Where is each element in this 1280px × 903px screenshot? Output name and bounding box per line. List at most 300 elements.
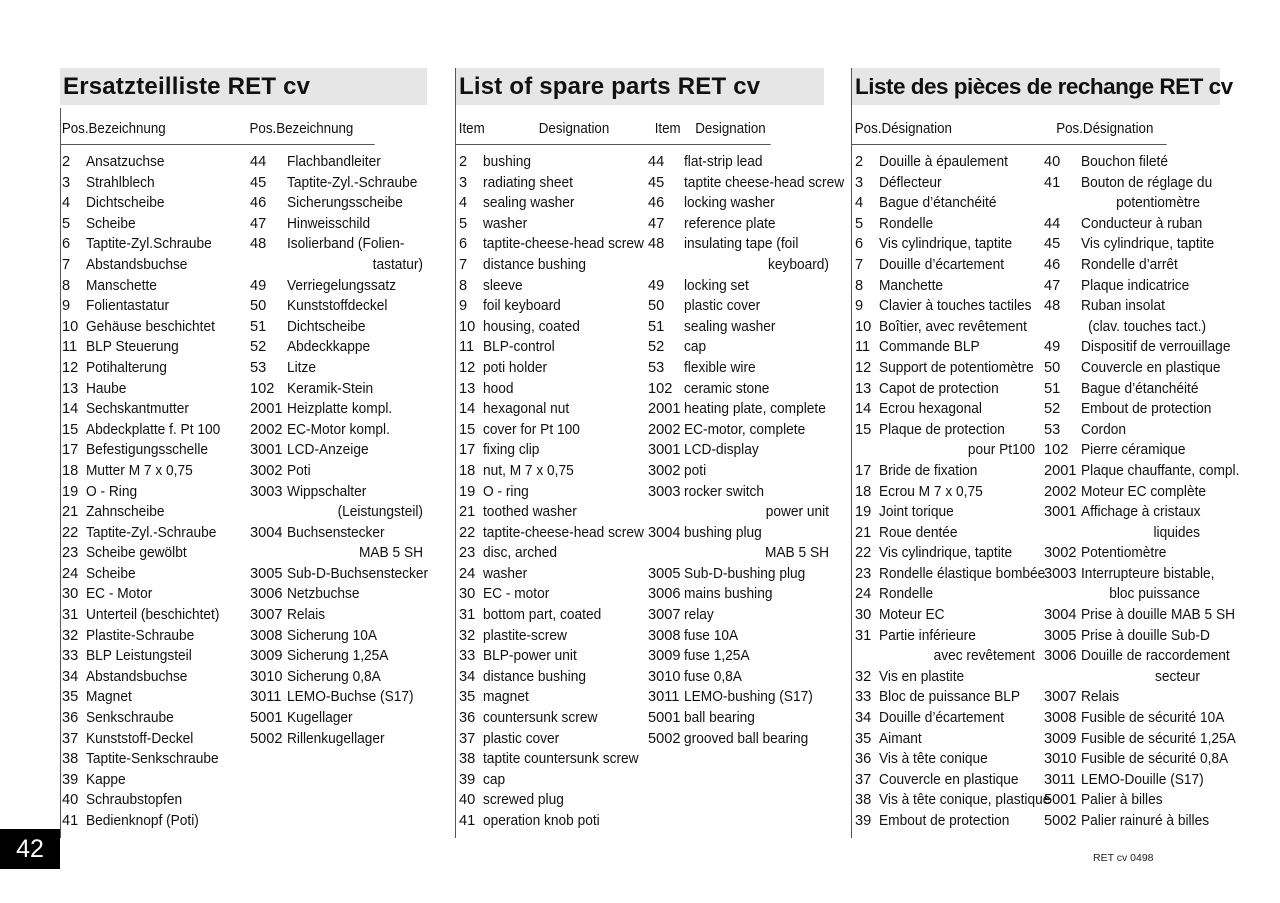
part-number: 46 xyxy=(1044,256,1061,273)
part-designation: Sicherung 1,25A xyxy=(287,648,389,665)
part-designation: Abdeckkappe xyxy=(287,339,371,356)
part-designation: Plaque indicatrice xyxy=(1081,277,1190,294)
parts-row xyxy=(60,214,427,235)
part-designation-continued: liquides xyxy=(1153,524,1200,541)
part-designation: Bague d’étanchéité xyxy=(1081,380,1199,397)
part-number: 5001 xyxy=(250,710,283,727)
part-designation: radiating sheet xyxy=(483,174,574,191)
part-number: 31 xyxy=(855,627,872,644)
part-designation-continued: power unit xyxy=(765,504,829,521)
part-designation: LEMO-Buchse (S17) xyxy=(287,689,414,706)
part-designation: cover for Pt 100 xyxy=(483,421,580,438)
part-number: 10 xyxy=(459,318,476,335)
parts-row xyxy=(456,276,824,297)
part-number: 3007 xyxy=(250,607,283,624)
part-designation: Clavier à touches tactiles xyxy=(879,298,1032,315)
part-number: 23 xyxy=(855,565,872,582)
part-number: 39 xyxy=(459,771,476,788)
parts-row xyxy=(60,502,427,523)
part-designation: fuse 1,25A xyxy=(684,648,750,665)
parts-row xyxy=(852,399,1220,420)
part-number: 3005 xyxy=(1044,627,1077,644)
parts-row xyxy=(60,255,427,276)
part-designation: Plastite-Schraube xyxy=(86,627,195,644)
part-number: 102 xyxy=(250,380,275,397)
part-number: 39 xyxy=(855,813,872,829)
part-designation: plastite-screw xyxy=(483,627,567,644)
part-number: 15 xyxy=(62,421,79,438)
part-designation: Couvercle en plastique xyxy=(879,771,1019,788)
part-designation: Fusible de sécurité 0,8A xyxy=(1081,751,1229,768)
part-number: 52 xyxy=(648,339,665,356)
part-number: 49 xyxy=(250,277,267,294)
part-number: 19 xyxy=(855,504,872,521)
parts-row xyxy=(852,255,1220,276)
part-number: 50 xyxy=(648,298,665,315)
parts-row xyxy=(60,358,427,379)
part-designation: Palier rainuré à billes xyxy=(1081,813,1210,829)
part-number: 21 xyxy=(855,524,872,541)
part-number: 3010 xyxy=(648,668,681,685)
part-designation: nut, M 7 x 0,75 xyxy=(483,462,574,479)
part-number: 47 xyxy=(648,215,665,232)
part-number: 18 xyxy=(62,462,79,479)
parts-row xyxy=(852,646,1230,667)
part-number: 3003 xyxy=(1044,565,1077,582)
header-pos-designation-right: Pos.Bezeichnung xyxy=(249,121,354,137)
part-number: 52 xyxy=(250,339,267,356)
parts-row xyxy=(60,749,427,770)
part-designation: Haube xyxy=(86,380,127,397)
part-designation: Befestigungsschelle xyxy=(86,442,209,459)
part-number: 14 xyxy=(62,401,79,418)
part-designation: Rillenkugellager xyxy=(287,730,385,747)
parts-row xyxy=(456,564,824,585)
part-designation: Plaque chauffante, compl. xyxy=(1081,462,1240,479)
french-title: Liste des pièces de rechange RET cv xyxy=(852,68,1220,105)
part-number: 53 xyxy=(1044,421,1061,438)
part-number: 3001 xyxy=(648,442,681,459)
part-designation: Commande BLP xyxy=(879,339,980,356)
part-designation-continued: avec revêtement xyxy=(933,648,1035,665)
part-number: 48 xyxy=(1044,298,1061,315)
part-designation: countersunk screw xyxy=(483,710,598,727)
part-number: 46 xyxy=(648,195,665,212)
part-designation: O - Ring xyxy=(86,483,138,500)
parts-row xyxy=(456,790,824,811)
parts-row xyxy=(456,708,824,729)
part-number: 18 xyxy=(855,483,872,500)
page-number: 42 xyxy=(0,829,60,869)
part-designation: Kappe xyxy=(86,771,126,788)
part-number: 31 xyxy=(459,607,476,624)
parts-row xyxy=(456,152,824,173)
part-number: 14 xyxy=(459,401,476,418)
part-number: 17 xyxy=(459,442,476,459)
parts-row xyxy=(456,523,824,544)
parts-row xyxy=(456,461,824,482)
parts-row xyxy=(852,317,1220,338)
part-number: 4 xyxy=(459,195,468,212)
part-number: 3008 xyxy=(648,627,681,644)
part-number: 13 xyxy=(459,380,476,397)
part-number: 3007 xyxy=(648,607,681,624)
part-designation: locking washer xyxy=(684,195,775,212)
parts-row xyxy=(852,770,1220,791)
part-number: 37 xyxy=(855,771,872,788)
parts-row xyxy=(456,440,824,461)
part-designation: Keramik-Stein xyxy=(287,380,374,397)
part-designation-continued: (Leistungsteil) xyxy=(337,504,423,521)
parts-row xyxy=(456,687,824,708)
parts-row xyxy=(852,173,1220,194)
part-designation-continued: potentiomètre xyxy=(1116,195,1200,212)
part-number: 23 xyxy=(459,545,476,562)
part-designation: Moteur EC xyxy=(879,607,945,624)
part-number: 2002 xyxy=(1044,483,1077,500)
part-designation: taptite countersunk screw xyxy=(483,751,639,768)
part-number: 3011 xyxy=(250,689,282,706)
parts-row xyxy=(60,605,427,626)
part-number: 36 xyxy=(459,710,476,727)
parts-row xyxy=(60,564,427,585)
part-number: 7 xyxy=(62,256,71,273)
part-number: 5002 xyxy=(250,730,283,747)
part-designation: Netzbuchse xyxy=(287,586,360,603)
part-number: 8 xyxy=(459,277,468,294)
part-number: 46 xyxy=(250,195,267,212)
parts-row xyxy=(852,420,1220,441)
parts-row xyxy=(60,708,427,729)
part-designation: bottom part, coated xyxy=(483,607,602,624)
parts-row xyxy=(60,729,427,750)
part-number: 53 xyxy=(250,359,267,376)
part-designation: LCD-Anzeige xyxy=(287,442,369,459)
part-number: 23 xyxy=(62,545,79,562)
parts-row xyxy=(456,646,824,667)
part-number: 3003 xyxy=(648,483,681,500)
part-number: 50 xyxy=(1044,359,1061,376)
part-number: 30 xyxy=(62,586,79,603)
parts-row xyxy=(852,502,1220,523)
part-designation: Palier à billes xyxy=(1081,792,1163,809)
parts-row xyxy=(456,749,824,770)
parts-row xyxy=(852,440,1220,461)
part-designation: plastic cover xyxy=(684,298,761,315)
part-number: 3005 xyxy=(648,565,681,582)
part-designation: Relais xyxy=(1081,689,1120,706)
part-number: 3 xyxy=(855,174,864,191)
part-number: 7 xyxy=(855,256,864,273)
part-number: 3009 xyxy=(1044,730,1077,747)
parts-row xyxy=(852,626,1220,647)
english-title: List of spare parts RET cv xyxy=(456,68,824,105)
part-designation: Relais xyxy=(287,607,326,624)
german-parts-list xyxy=(60,152,427,832)
part-designation: rocker switch xyxy=(684,483,765,500)
part-number: 3004 xyxy=(648,524,681,541)
part-number: 32 xyxy=(459,627,476,644)
part-number: 34 xyxy=(855,710,872,727)
part-designation: heating plate, complete xyxy=(684,401,826,418)
parts-row xyxy=(456,626,824,647)
part-designation: Abstandsbuchse xyxy=(86,668,188,685)
parts-row xyxy=(852,358,1220,379)
part-number: 8 xyxy=(855,277,864,294)
part-number: 3 xyxy=(62,174,71,191)
part-designation: Litze xyxy=(287,359,316,376)
part-number: 35 xyxy=(62,689,79,706)
english-parts-list xyxy=(456,152,845,832)
part-number: 5 xyxy=(459,215,468,232)
part-designation: Sechskantmutter xyxy=(86,401,189,418)
part-number: 39 xyxy=(62,771,79,788)
part-number: 3 xyxy=(459,174,468,191)
part-number: 2001 xyxy=(648,401,681,418)
part-designation: Moteur EC complète xyxy=(1081,483,1207,500)
part-number: 32 xyxy=(62,627,79,644)
part-designation: Scheibe xyxy=(86,565,136,582)
part-designation: Couvercle en plastique xyxy=(1081,359,1221,376)
parts-row xyxy=(456,770,824,791)
part-number: 37 xyxy=(459,730,476,747)
part-number: 40 xyxy=(62,792,79,809)
part-number: 48 xyxy=(250,236,267,253)
part-number: 19 xyxy=(459,483,476,500)
parts-row xyxy=(852,687,1220,708)
part-designation: Capot de protection xyxy=(879,380,999,397)
parts-row xyxy=(852,461,1240,482)
parts-row xyxy=(852,482,1220,503)
part-number: 35 xyxy=(459,689,476,706)
part-number: 3009 xyxy=(250,648,283,665)
part-number: 9 xyxy=(62,298,71,315)
part-number: 35 xyxy=(855,730,872,747)
part-number: 5002 xyxy=(1044,813,1077,829)
part-number: 17 xyxy=(855,462,872,479)
part-designation: BLP Leistungsteil xyxy=(86,648,192,665)
part-number: 22 xyxy=(855,545,872,562)
part-designation: Embout de protection xyxy=(879,813,1010,829)
part-number: 41 xyxy=(1044,174,1061,191)
part-designation: sealing washer xyxy=(684,318,776,335)
parts-row xyxy=(456,605,824,626)
part-number: 33 xyxy=(62,648,79,665)
part-number: 102 xyxy=(648,380,673,397)
part-number: 3008 xyxy=(250,627,283,644)
part-designation: Bague d’étanchéité xyxy=(879,195,997,212)
part-number: 3006 xyxy=(250,586,283,603)
parts-row xyxy=(852,564,1220,585)
part-designation: Bloc de puissance BLP xyxy=(879,689,1021,706)
parts-row xyxy=(852,296,1220,317)
part-designation: grooved ball bearing xyxy=(684,730,809,747)
parts-row xyxy=(456,729,824,750)
parts-row xyxy=(852,790,1220,811)
part-number: 32 xyxy=(855,668,872,685)
parts-row xyxy=(60,543,427,564)
part-number: 48 xyxy=(648,236,665,253)
parts-row xyxy=(852,708,1225,729)
parts-row xyxy=(852,667,1220,688)
parts-row xyxy=(60,234,427,255)
part-number: 4 xyxy=(855,195,864,212)
part-designation-continued: secteur xyxy=(1155,668,1200,685)
part-number: 52 xyxy=(1044,401,1061,418)
part-number: 5 xyxy=(855,215,864,232)
part-designation: housing, coated xyxy=(483,318,580,335)
part-designation: taptite cheese-head screw xyxy=(684,174,845,191)
part-designation: Abdeckplatte f. Pt 100 xyxy=(86,421,221,438)
german-title: Ersatzteilliste RET cv xyxy=(60,68,427,105)
part-number: 3008 xyxy=(1044,710,1077,727)
part-number: 3006 xyxy=(648,586,681,603)
part-number: 3004 xyxy=(1044,607,1077,624)
part-designation: Bouton de réglage du xyxy=(1081,174,1213,191)
part-designation: screwed plug xyxy=(483,792,564,809)
parts-row xyxy=(456,214,824,235)
part-designation: ball bearing xyxy=(684,710,755,727)
part-number: 38 xyxy=(62,751,79,768)
parts-row xyxy=(456,399,824,420)
part-designation: Interrupteure bistable, xyxy=(1081,565,1215,582)
part-number: 47 xyxy=(1044,277,1061,294)
part-number: 40 xyxy=(459,792,476,809)
part-number: 40 xyxy=(1044,154,1061,170)
part-number: 3006 xyxy=(1044,648,1077,665)
part-designation: washer xyxy=(483,565,528,582)
part-number: 3010 xyxy=(1044,751,1077,768)
part-designation: Sicherung 10A xyxy=(287,627,378,644)
part-number: 34 xyxy=(62,668,79,685)
part-designation: Potentiomètre xyxy=(1081,545,1167,562)
document-code: RET cv 0498 xyxy=(1093,852,1154,864)
part-number: 12 xyxy=(855,359,872,376)
part-number: 22 xyxy=(459,524,476,541)
part-designation: Heizplatte kompl. xyxy=(287,401,393,418)
part-designation: LEMO-bushing (S17) xyxy=(684,689,813,706)
part-number: 47 xyxy=(250,215,267,232)
part-number: 33 xyxy=(459,648,476,665)
parts-row xyxy=(456,296,824,317)
parts-row xyxy=(60,337,427,358)
part-designation: magnet xyxy=(483,689,529,706)
header-designation-right: Designation xyxy=(695,121,766,137)
part-number: 17 xyxy=(62,442,79,459)
part-designation: Joint torique xyxy=(879,504,954,521)
part-designation: Bouchon fileté xyxy=(1081,154,1168,170)
part-designation: Rondelle xyxy=(879,586,934,603)
part-designation: LCD-display xyxy=(684,442,759,459)
parts-row xyxy=(852,234,1220,255)
parts-row xyxy=(60,193,427,214)
part-designation-continued: pour Pt100 xyxy=(967,442,1035,459)
part-number: 22 xyxy=(62,524,79,541)
part-designation: mains bushing xyxy=(684,586,773,603)
part-number: 7 xyxy=(459,256,468,273)
part-designation: Senkschraube xyxy=(86,710,174,727)
part-designation: EC - motor xyxy=(483,586,550,603)
part-designation-continued: tastatur) xyxy=(372,256,423,273)
parts-row xyxy=(60,379,427,400)
parts-row xyxy=(852,193,1220,214)
parts-row xyxy=(60,770,427,791)
part-number: 51 xyxy=(648,318,665,335)
parts-row xyxy=(456,543,829,564)
part-number: 3002 xyxy=(250,462,283,479)
part-designation-continued: keyboard) xyxy=(767,256,829,273)
parts-row xyxy=(60,626,427,647)
parts-row xyxy=(456,420,824,441)
part-designation: fixing clip xyxy=(483,442,540,459)
part-designation: bushing xyxy=(483,154,532,170)
part-designation: foil keyboard xyxy=(483,298,561,315)
part-designation: BLP-power unit xyxy=(483,648,577,665)
part-designation: Rondelle élastique bombée xyxy=(879,565,1046,582)
part-designation: plastic cover xyxy=(483,730,560,747)
part-number: 41 xyxy=(62,813,79,829)
part-designation: flat-strip lead xyxy=(684,154,763,170)
part-designation: Taptite-Zyl.-Schraube xyxy=(86,524,217,541)
part-designation: LEMO-Douille (S17) xyxy=(1081,771,1204,788)
parts-row xyxy=(60,667,427,688)
parts-row xyxy=(60,420,427,441)
parts-row xyxy=(60,461,427,482)
part-number: 3001 xyxy=(1044,504,1077,521)
part-designation: Scheibe gewölbt xyxy=(86,545,187,562)
parts-row xyxy=(852,543,1220,564)
part-number: 24 xyxy=(62,565,79,582)
part-designation: Verriegelungssatz xyxy=(287,277,397,294)
part-number: 44 xyxy=(648,154,665,170)
part-designation: Kunststoff-Deckel xyxy=(86,730,194,747)
part-designation: sleeve xyxy=(483,277,523,294)
parts-row xyxy=(456,667,824,688)
part-number: 45 xyxy=(250,174,267,191)
part-number: 9 xyxy=(855,298,864,315)
part-number: 6 xyxy=(62,236,71,253)
part-designation: BLP-control xyxy=(483,339,555,356)
part-designation: Sub-D-bushing plug xyxy=(684,565,806,582)
french-parts-list xyxy=(852,152,1240,832)
part-designation: Partie inférieure xyxy=(879,627,976,644)
part-designation: poti xyxy=(684,462,707,479)
part-designation: distance bushing xyxy=(483,668,586,685)
part-designation: Isolierband (Folien- xyxy=(287,236,405,253)
parts-row xyxy=(852,811,1220,832)
parts-row xyxy=(456,234,824,255)
part-number: 3011 xyxy=(648,689,680,706)
part-designation: Potihalterung xyxy=(86,359,167,376)
part-designation: Manschette xyxy=(86,277,157,294)
part-number: 6 xyxy=(459,236,468,253)
part-designation: Ruban insolat xyxy=(1081,298,1165,315)
part-designation: fuse 0,8A xyxy=(684,668,742,685)
part-designation: Rondelle xyxy=(879,215,934,232)
part-designation: Bride de fixation xyxy=(879,462,978,479)
part-number: 2002 xyxy=(648,421,681,438)
parts-row xyxy=(60,687,427,708)
part-designation: Pierre céramique xyxy=(1081,442,1186,459)
part-number: 21 xyxy=(62,504,79,521)
part-designation: BLP Steuerung xyxy=(86,339,179,356)
part-number: 3005 xyxy=(250,565,283,582)
parts-row xyxy=(852,584,1220,605)
part-number: 18 xyxy=(459,462,476,479)
part-number: 3004 xyxy=(250,524,283,541)
parts-row xyxy=(60,584,427,605)
part-designation: Rondelle d’arrêt xyxy=(1081,256,1178,273)
